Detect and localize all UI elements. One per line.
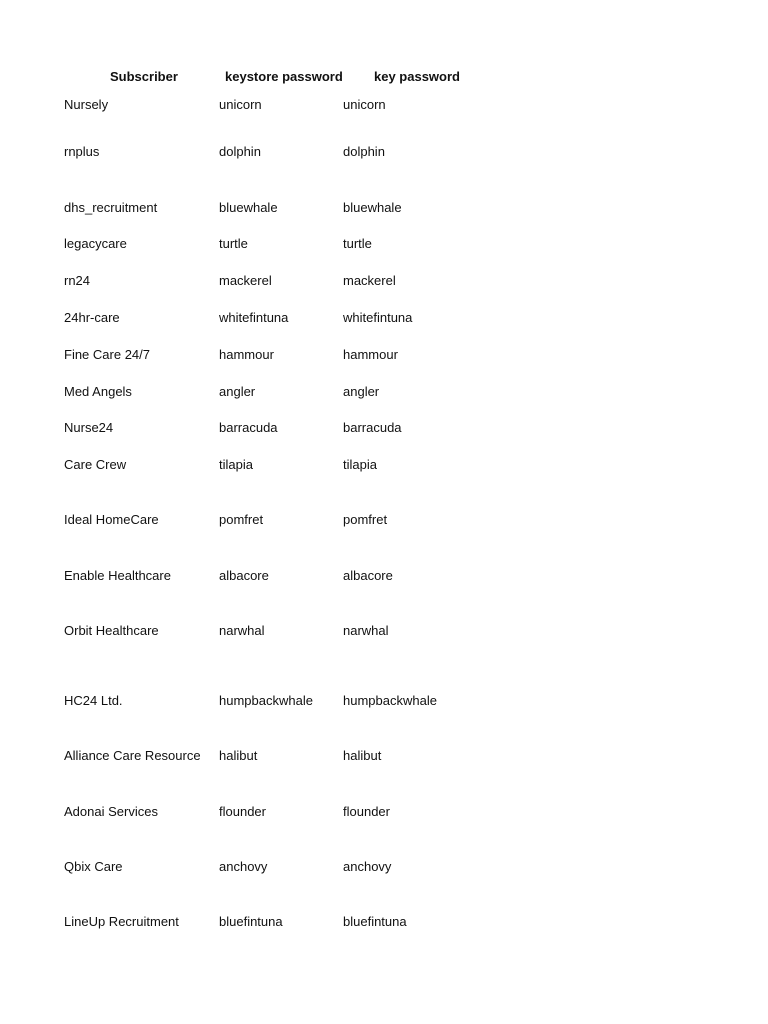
key-password-cell: halibut	[343, 748, 382, 763]
subscriber-cell: Fine Care 24/7	[64, 347, 150, 362]
keystore-password-cell: unicorn	[219, 97, 262, 112]
key-password-cell: hammour	[343, 347, 398, 362]
keystore-password-cell: narwhal	[219, 623, 265, 638]
keystore-password-cell: whitefintuna	[219, 310, 289, 325]
subscriber-cell: Orbit Healthcare	[64, 623, 159, 638]
subscriber-cell: Adonai Services	[64, 804, 158, 819]
key-password-cell: anchovy	[343, 859, 392, 874]
subscriber-cell: Care Crew	[64, 457, 127, 472]
keystore-password-cell: anchovy	[219, 859, 268, 874]
keystore-password-cell: halibut	[219, 748, 258, 763]
subscriber-cell: LineUp Recruitment	[64, 914, 179, 929]
key-password-cell: bluefintuna	[343, 914, 407, 929]
keystore-password-cell: bluewhale	[219, 200, 278, 215]
subscriber-cell: Nursely	[64, 97, 109, 112]
subscriber-cell: HC24 Ltd.	[64, 693, 123, 708]
key-password-cell: albacore	[343, 568, 393, 583]
keystore-password-cell: tilapia	[219, 457, 253, 472]
keystore-password-cell: humpbackwhale	[219, 693, 313, 708]
subscriber-cell: rn24	[64, 273, 91, 288]
keystore-password-cell: albacore	[219, 568, 269, 583]
key-password-cell: barracuda	[343, 420, 402, 435]
keystore-password-cell: hammour	[219, 347, 274, 362]
keystore-password-cell: barracuda	[219, 420, 278, 435]
header-subscriber: Subscriber	[110, 69, 178, 84]
subscriber-cell: Enable Healthcare	[64, 568, 171, 583]
key-password-cell: flounder	[343, 804, 390, 819]
key-password-cell: dolphin	[343, 144, 385, 159]
subscriber-cell: legacycare	[64, 236, 127, 251]
subscriber-cell: Qbix Care	[64, 859, 123, 874]
keystore-password-cell: dolphin	[219, 144, 261, 159]
keystore-password-cell: angler	[219, 384, 256, 399]
subscriber-cell: Med Angels	[64, 384, 132, 399]
subscriber-cell: rnplus	[64, 144, 100, 159]
subscriber-cell: dhs_recruitment	[64, 200, 158, 215]
subscriber-cell: Ideal HomeCare	[64, 512, 159, 527]
key-password-cell: turtle	[343, 236, 372, 251]
header-key-password: key password	[374, 69, 460, 84]
key-password-cell: narwhal	[343, 623, 389, 638]
key-password-cell: unicorn	[343, 97, 386, 112]
header-keystore-password: keystore password	[225, 69, 343, 84]
keystore-password-cell: bluefintuna	[219, 914, 283, 929]
subscriber-cell: 24hr-care	[64, 310, 120, 325]
keystore-password-cell: pomfret	[219, 512, 264, 527]
keystore-password-cell: turtle	[219, 236, 248, 251]
key-password-cell: pomfret	[343, 512, 388, 527]
keystore-password-cell: flounder	[219, 804, 266, 819]
key-password-cell: humpbackwhale	[343, 693, 437, 708]
subscriber-cell: Nurse24	[64, 420, 114, 435]
keystore-password-cell: mackerel	[219, 273, 272, 288]
key-password-cell: angler	[343, 384, 380, 399]
subscriber-cell: Alliance Care Resource	[64, 748, 201, 763]
key-password-cell: whitefintuna	[343, 310, 413, 325]
key-password-cell: bluewhale	[343, 200, 402, 215]
key-password-cell: mackerel	[343, 273, 396, 288]
key-password-cell: tilapia	[343, 457, 377, 472]
